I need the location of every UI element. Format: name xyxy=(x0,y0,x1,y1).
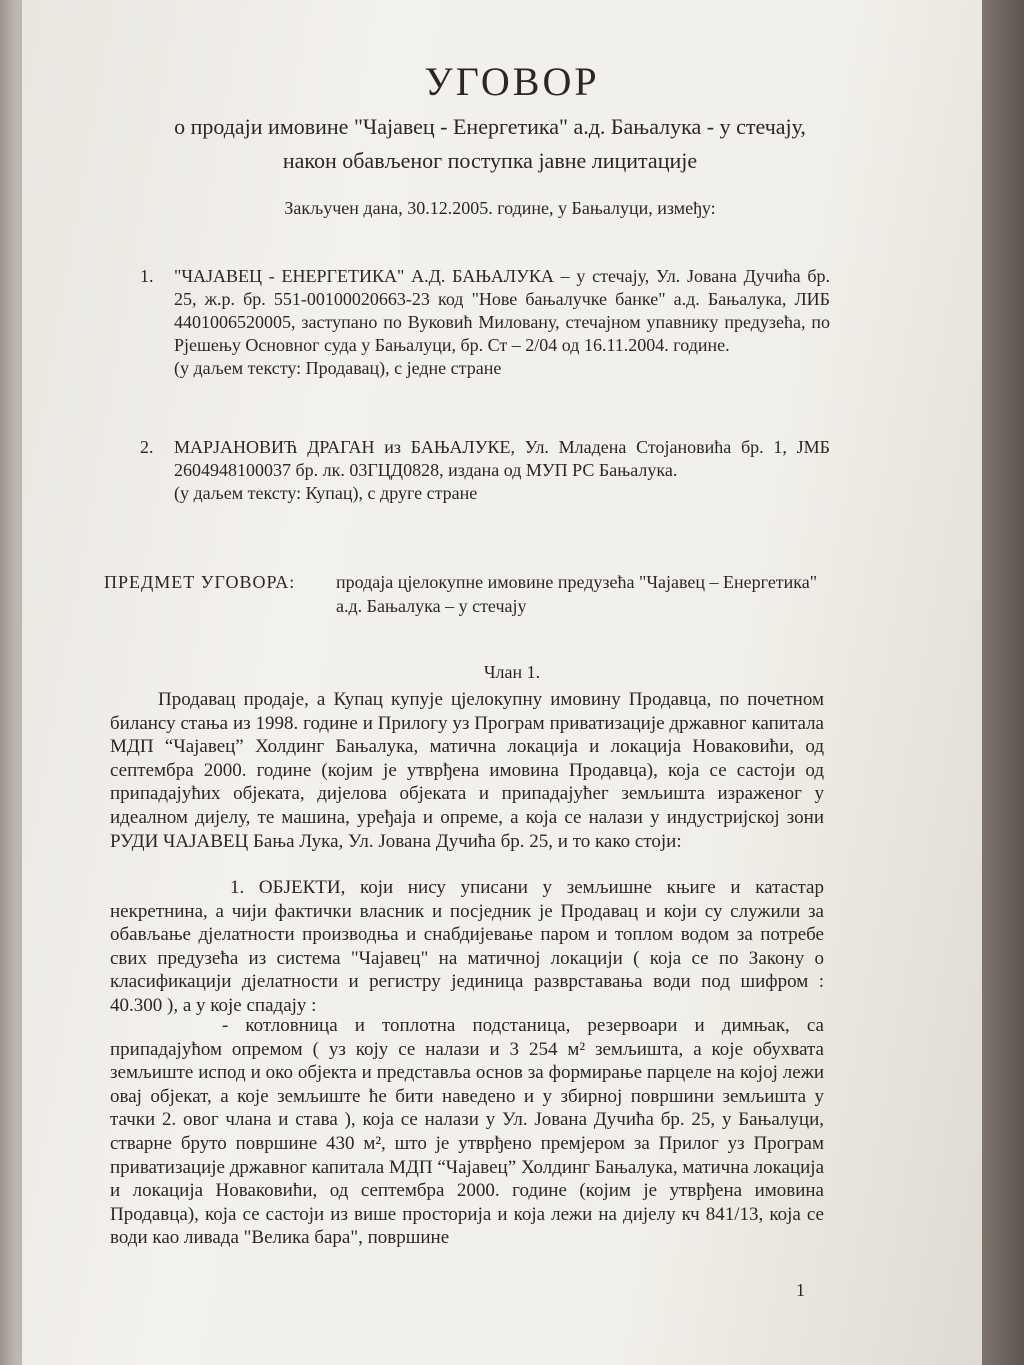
party-number: 2. xyxy=(140,437,154,457)
article-heading: Члан 1. xyxy=(483,662,541,682)
party-seller xyxy=(140,265,830,380)
conclusion-line: Закључен дана, 30.12.2005. године, у Бањалуци, између: xyxy=(284,198,716,218)
objects-paragraph: 1. ОБЈЕКТИ, који нису уписани у земљишне књиге и катастар некретнина, а чији фактички власник и посједник је Продавац и који су служили за обављање дјелатности производња и снабдијевање паром и топлом водом за потребе свих предузећа из система "Чајавец" на матичној локацији ( која се по Закону о класификацији дјелатности и регистру јединица разврставања води под шифром : 40.300 ), а у које спадају : xyxy=(110,877,824,1016)
party-role-note: (у даљем тексту: Купац), с друге стране xyxy=(174,483,478,503)
document-subtitle: о продаји имовине "Чајавец - Енергетика" а.д. Бањалука - у стечају, након обављеног поступка јавне лицитације xyxy=(174,114,806,173)
contract-subject xyxy=(104,570,834,618)
subject-text: продаја цјелокупне имовине предузећа "Чајавец – Енергетика" а.д. Бањалука – у стечају xyxy=(336,572,818,616)
subject-label: ПРЕДМЕТ УГОВОРА: xyxy=(104,572,296,592)
party-details: МАРЈАНОВИЋ ДРАГАН из БАЊАЛУКЕ, Ул. Младена Стојановића бр. 1, ЈМБ 2604948100037 бр. лк. 03ГЦД0828, издана од МУП РС Бањалука. xyxy=(174,437,830,480)
party-buyer xyxy=(140,436,830,505)
party-number: 1. xyxy=(140,266,154,286)
party-role-note: (у даљем тексту: Продавац), с једне стране xyxy=(174,358,502,378)
article-paragraph: Продавац продаје, а Купац купује цјелокупну имовину Продавца, по почетном билансу стања из 1998. године и Прилогу уз Програм приватизације државног капитала МДП “Чајавец” Холдинг Бањалука, матична локација и локација Новаковићи, од септембра 2000. године (којим је утврђена имовина Продавца), која се састоји од припадајућих објеката, дијелова објеката и припадајућег земљишта израженог у идеалном дијелу, те машина, уређаја и опреме, а која се налази у индустријској зони РУДИ ЧАЈАВЕЦ Бања Лука, Ул. Јована Дучића бр. 25, и то како стоји: xyxy=(110,689,824,852)
document-title: УГОВОР xyxy=(424,59,600,104)
page-number: 1 xyxy=(796,1280,805,1300)
boiler-room-paragraph: - котловница и топлотна подстаница, резервоари и димњак, са припадајућом опремом ( уз коју се налази и 3 254 м² земљишта, а које обухвата земљиште испод и око објекта и представља основ за формирање парцеле на којој лежи овај објекат, а које земљиште ће бити наведено и у збирној површини земљишта у тачки 2. овог члана и става ), која се налази у Ул. Јована Дучића бр. 25, у Бањалуци, стварне бруто површине 430 м², што је утврђено премјером за Прилог уз Програм приватизације државног капитала МДП “Чајавец” Холдинг Бањалука, матична локација и локација Новаковићи, од септембра 2000. године (којим је утврђена имовина Продавца), која се састоји из више просторија и која лежи на дијелу кч 841/13, која се води као ливада "Велика бара", површине xyxy=(110,1015,824,1249)
party-details: "ЧАЈАВЕЦ - ЕНЕРГЕТИКА" А.Д. БАЊАЛУКА – у стечају, Ул. Јована Дучића бр. 25, ж.р. бр. 551-00100020663-23 код "Нове бањалучке банке" а.д. Бањалука, ЛИБ 4401006520005, заступано по Вуковић Миловану, стечајном упавнику предузећа, по Рјешењу Основног суда у Бањалуци, бр. Ст – 2/04 од 16.11.2004. године. xyxy=(174,266,830,355)
